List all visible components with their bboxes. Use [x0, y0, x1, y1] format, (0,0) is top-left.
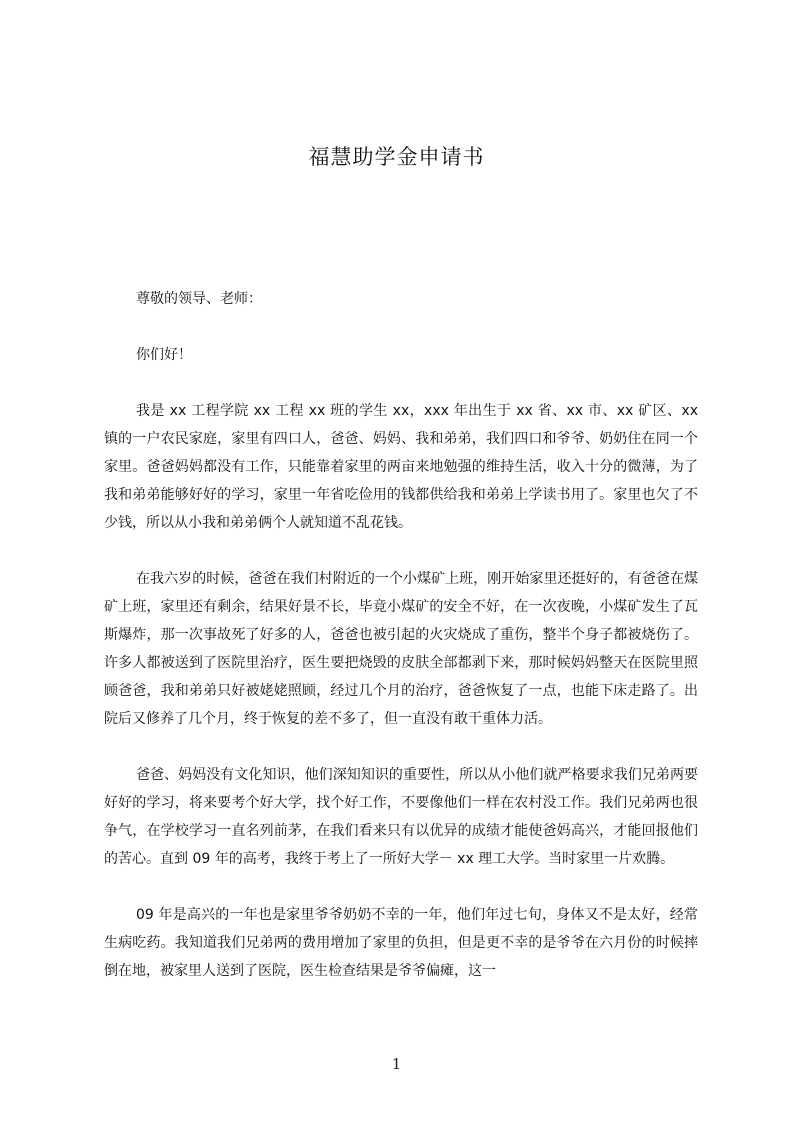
page-number: 1	[391, 1055, 402, 1073]
body-paragraph: 在我六岁的时候，爸爸在我们村附近的一个小煤矿上班，刚开始家里还挺好的，有爸爸在煤矿上班，家里还有剩余，结果好景不长，毕竟小煤矿的安全不好，在一次夜晚，小煤矿发生了瓦斯爆炸，那一次事故死了好多的人，爸爸也被引起的火灾烧成了重伤，整半个身子都被烧伤了。许多人都被送到了医院里治疗，医生要把烧毁的皮肤全部都剥下来，那时候妈妈整天在医院里照顾爸爸，我和弟弟只好被姥姥照顾，经过几个月的治疗，爸爸恢复了一点，也能下床走路了。出院后又修养了几个月，终于恢复的差不多了，但一直没有敢干重体力活。	[104, 571, 698, 727]
salutation: 尊敬的领导、老师：	[136, 291, 262, 307]
greeting: 你们好！	[136, 347, 192, 363]
document-body	[104, 285, 698, 985]
document-title: 福慧助学金申请书	[308, 145, 485, 169]
body-paragraph: 09 年是高兴的一年也是家里爷爷奶奶不幸的一年，他们年过七旬，身体又不是太好，经常生病吃药。我知道我们兄弟两的费用增加了家里的负担，但是更不幸的是爷爷在六月份的时候摔倒在地，被家里人送到了医院，医生检查结果是爷爷偏瘫，这一	[104, 907, 698, 979]
body-paragraph: 爸爸、妈妈没有文化知识，他们深知知识的重要性，所以从小他们就严格要求我们兄弟两要好好的学习，将来要考个好大学，找个好工作，不要像他们一样在农村没工作。我们兄弟两也很争气，在学校学习一直名列前茅，在我们看来只有以优异的成绩才能使爸妈高兴，才能回报他们的苦心。直到 09 年的高考，我终于考上了一所好大学－ xx 理工大学。当时家里一片欢腾。	[104, 767, 698, 867]
body-paragraph: 我是 xx 工程学院 xx 工程 xx 班的学生 xx，xxx 年出生于 xx 省、xx 市、xx 矿区、xx 镇的一户农民家庭，家里有四口人，爸爸、妈妈、我和弟弟，我们四口和爷爷、奶奶住在同一个家里。爸爸妈妈都没有工作，只能靠着家里的两亩来地勉强的维持生活，收入十分的微薄，为了我和弟弟能够好好的学习，家里一年省吃俭用的钱都供给我和弟弟上学读书用了。家里也欠了不少钱，所以从小我和弟弟俩个人就知道不乱花钱。	[104, 403, 698, 531]
